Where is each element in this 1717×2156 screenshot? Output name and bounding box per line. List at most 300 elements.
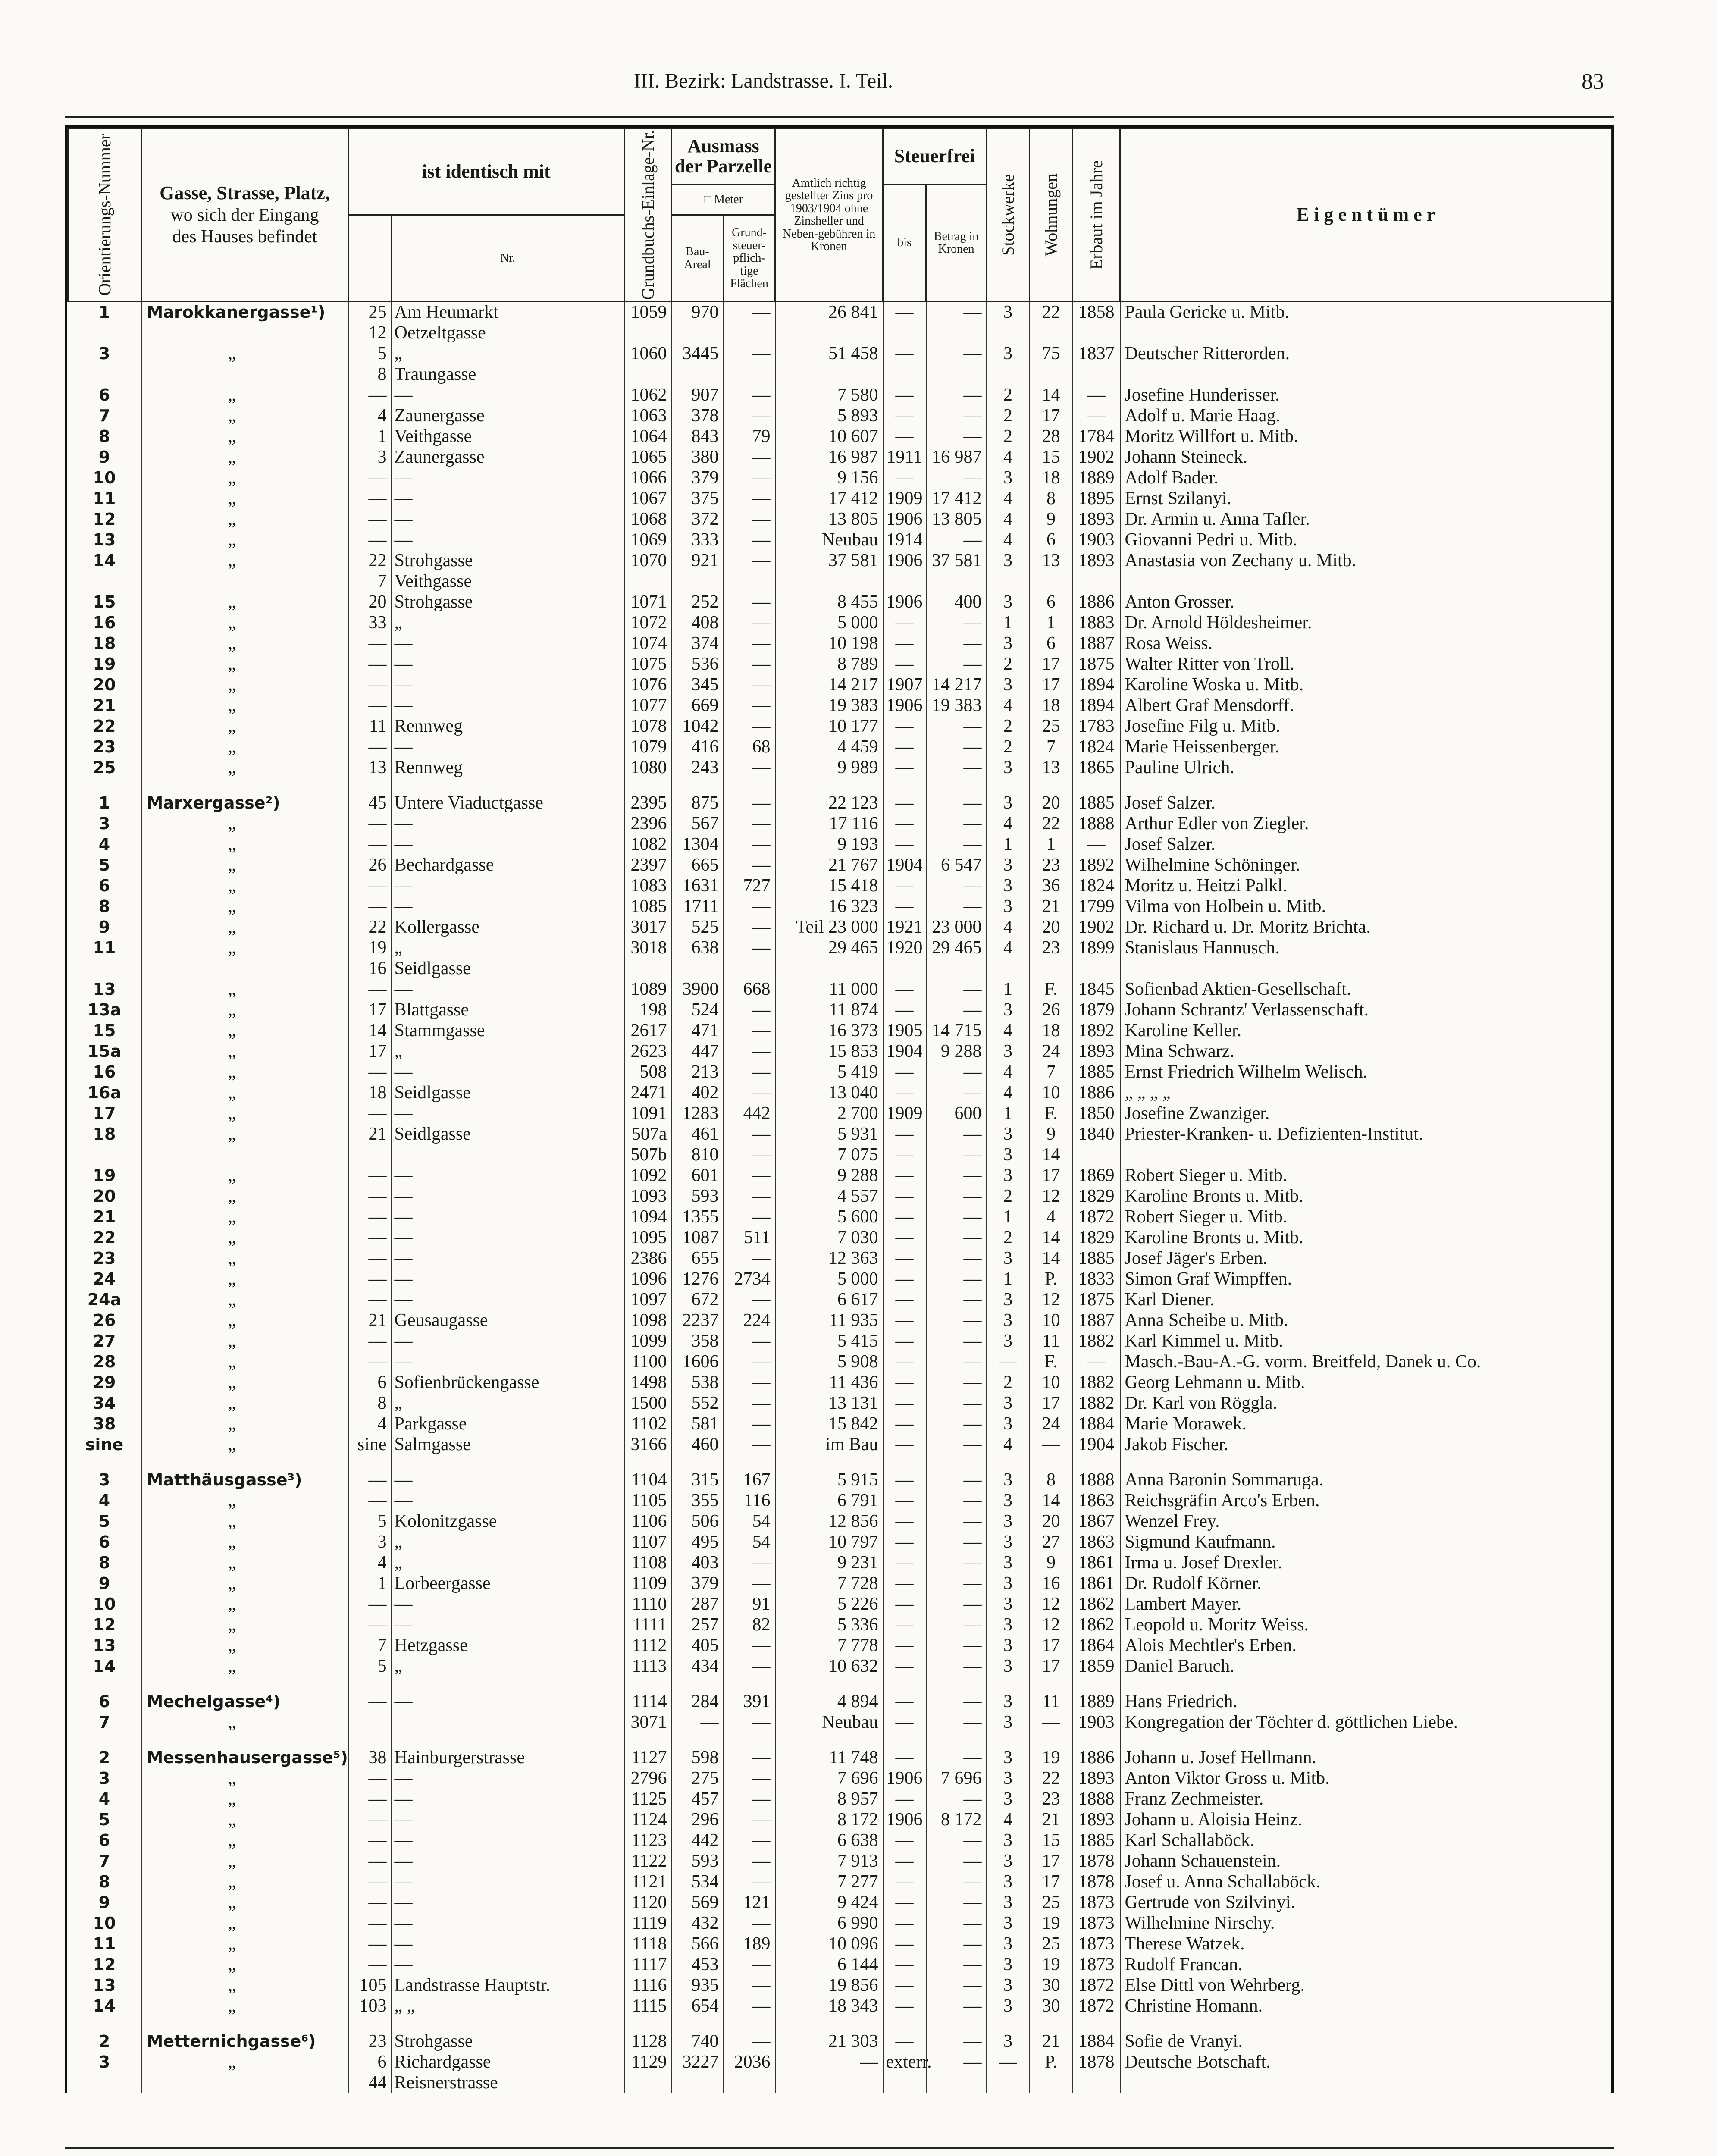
cell-steuerfrei-bis: — <box>883 1934 926 1954</box>
cell-grundsteuer-flaeche: 189 <box>724 1934 775 1954</box>
cell-identisch-nr: — <box>348 695 392 716</box>
cell-steuerfrei-bis: 1904 <box>883 1041 926 1062</box>
cell-steuerfrei-bis: — <box>883 1691 926 1712</box>
cell-grundbuch-nr: 1123 <box>624 1830 672 1851</box>
table-row <box>68 1573 1612 1594</box>
table-row <box>68 592 1612 612</box>
cell-eigentuemer: Deutsche Botschaft. <box>1120 2052 1612 2072</box>
cell-gasse: „ <box>141 1913 348 1934</box>
gap-cell <box>926 1455 987 1470</box>
cell-zins: 16 987 <box>775 447 883 467</box>
cell-erbaut: 1893 <box>1073 550 1120 571</box>
cell-identisch-nr: — <box>348 1186 392 1206</box>
cell-gasse: „ <box>141 917 348 937</box>
cell-bauareal: 566 <box>672 1934 724 1954</box>
cell-steuerfrei-bis: — <box>883 1289 926 1310</box>
cell-grundsteuer-flaeche: — <box>724 1830 775 1851</box>
cell-eigentuemer: Pauline Ulrich. <box>1120 757 1612 778</box>
cell-steuerfrei-betrag: — <box>926 1372 987 1393</box>
cell-erbaut: 1872 <box>1073 1206 1120 1227</box>
gap-cell <box>1030 1677 1073 1691</box>
cell-erbaut: 1895 <box>1073 488 1120 509</box>
cell-grundsteuer-flaeche: — <box>724 1809 775 1830</box>
cell-identisch-nr: 7 <box>348 1635 392 1656</box>
cell-zins <box>775 571 883 592</box>
cell-steuerfrei-betrag: 7 696 <box>926 1768 987 1789</box>
cell-erbaut: 1892 <box>1073 1020 1120 1041</box>
cell-grundsteuer-flaeche: — <box>724 509 775 530</box>
cell-identisch-nr: 17 <box>348 1000 392 1020</box>
cell-grundsteuer-flaeche: — <box>724 937 775 958</box>
cell-wohnungen: F. <box>1030 979 1073 1000</box>
cell-orientierung-nr: 7 <box>98 1852 110 1871</box>
cell-wohnungen <box>1030 2072 1073 2093</box>
header-steuerfrei: Steuerfrei <box>883 128 987 185</box>
gap-cell <box>68 1677 141 1691</box>
cell-bauareal: 935 <box>672 1975 724 1996</box>
cell-wohnungen: 17 <box>1030 1393 1073 1413</box>
cell-identisch-gasse: Blattgasse <box>392 1000 624 1020</box>
cell-bauareal: 1711 <box>672 896 724 917</box>
cell-bauareal: 495 <box>672 1532 724 1552</box>
cell-grundsteuer-flaeche: — <box>724 592 775 612</box>
cell-grundbuch-nr: 1124 <box>624 1809 672 1830</box>
cell-bauareal: 3227 <box>672 2052 724 2072</box>
cell-grundsteuer-flaeche <box>724 323 775 343</box>
cell-identisch-gasse: — <box>392 695 624 716</box>
cell-identisch-nr: 38 <box>348 1747 392 1768</box>
cell-steuerfrei-betrag: — <box>926 1269 987 1289</box>
cell-wohnungen: 23 <box>1030 855 1073 875</box>
gap-cell <box>348 2016 392 2031</box>
cell-bauareal: 243 <box>672 757 724 778</box>
cell-gasse: Marokkanergasse¹) <box>141 301 348 323</box>
cell-bauareal: 333 <box>672 530 724 550</box>
cell-identisch-gasse: — <box>392 1289 624 1310</box>
cell-identisch-nr: 21 <box>348 1124 392 1144</box>
cell-identisch-gasse: Kolonitzgasse <box>392 1511 624 1532</box>
cell-steuerfrei-betrag: 6 547 <box>926 855 987 875</box>
cell-orientierung-nr: sine <box>85 1435 124 1454</box>
gap-cell <box>883 1733 926 1747</box>
cell-orientierung-nr: 34 <box>93 1394 116 1413</box>
cell-steuerfrei-bis: — <box>883 1532 926 1552</box>
cell-orientierung-nr: 13 <box>93 1976 116 1995</box>
cell-grundsteuer-flaeche: 727 <box>724 875 775 896</box>
cell-grundbuch-nr: 1115 <box>624 1996 672 2016</box>
cell-eigentuemer: Anastasia von Zechany u. Mitb. <box>1120 550 1612 571</box>
cell-steuerfrei-betrag: — <box>926 1552 987 1573</box>
table-row <box>68 1470 1612 1490</box>
cell-stockwerke: 3 <box>987 1165 1030 1186</box>
cell-zins: 7 696 <box>775 1768 883 1789</box>
cell-orientierung-nr: 5 <box>98 1810 110 1830</box>
cell-orientierung-nr <box>68 323 141 343</box>
cell-steuerfrei-betrag: — <box>926 612 987 633</box>
cell-identisch-gasse: Seidlgasse <box>392 1124 624 1144</box>
cell-identisch-gasse: — <box>392 488 624 509</box>
table-body <box>68 301 1612 2093</box>
cell-erbaut: 1863 <box>1073 1532 1120 1552</box>
cell-steuerfrei-bis: — <box>883 875 926 896</box>
cell-steuerfrei-betrag <box>926 571 987 592</box>
cell-erbaut <box>1073 2072 1120 2093</box>
cell-identisch-gasse: — <box>392 834 624 855</box>
cell-wohnungen: 6 <box>1030 592 1073 612</box>
cell-gasse: „ <box>141 1934 348 1954</box>
register-table <box>67 128 1612 2093</box>
cell-eigentuemer: Karoline Keller. <box>1120 1020 1612 1041</box>
cell-orientierung-nr <box>68 1144 141 1165</box>
cell-identisch-nr: — <box>348 1269 392 1289</box>
cell-stockwerke: 2 <box>987 405 1030 426</box>
table-row <box>68 793 1612 813</box>
cell-wohnungen: 18 <box>1030 467 1073 488</box>
table-row <box>68 1954 1612 1975</box>
cell-identisch-nr: — <box>348 1351 392 1372</box>
cell-identisch-gasse: „ <box>392 1552 624 1573</box>
cell-stockwerke: 4 <box>987 813 1030 834</box>
cell-identisch-gasse: — <box>392 1103 624 1124</box>
cell-erbaut: 1883 <box>1073 612 1120 633</box>
cell-steuerfrei-bis: 1906 <box>883 1809 926 1830</box>
table-row <box>68 875 1612 896</box>
cell-wohnungen: 16 <box>1030 1573 1073 1594</box>
cell-stockwerke: 3 <box>987 1331 1030 1351</box>
cell-orientierung-nr: 15 <box>93 592 116 612</box>
cell-grundsteuer-flaeche: — <box>724 1552 775 1573</box>
cell-erbaut: 1875 <box>1073 1289 1120 1310</box>
cell-stockwerke: 3 <box>987 1975 1030 1996</box>
cell-zins: 5 893 <box>775 405 883 426</box>
cell-grundbuch-nr: 1100 <box>624 1351 672 1372</box>
cell-stockwerke <box>987 323 1030 343</box>
cell-steuerfrei-bis: — <box>883 736 926 757</box>
cell-stockwerke: 2 <box>987 426 1030 447</box>
gap-cell <box>724 2016 775 2031</box>
cell-eigentuemer: Reichsgräfin Arco's Erben. <box>1120 1490 1612 1511</box>
cell-stockwerke: 3 <box>987 1470 1030 1490</box>
gap-cell <box>672 778 724 793</box>
cell-orientierung-nr: 1 <box>98 793 110 813</box>
cell-bauareal: 296 <box>672 1809 724 1830</box>
table-row <box>68 323 1612 343</box>
cell-eigentuemer: Karl Schallaböck. <box>1120 1830 1612 1851</box>
cell-steuerfrei-betrag: — <box>926 1082 987 1103</box>
cell-orientierung-nr: 12 <box>93 510 116 529</box>
cell-grundbuch-nr: 507b <box>624 1144 672 1165</box>
cell-steuerfrei-betrag: 17 412 <box>926 488 987 509</box>
cell-wohnungen: 19 <box>1030 1913 1073 1934</box>
cell-grundsteuer-flaeche: — <box>724 674 775 695</box>
row-gap <box>68 1733 1612 1747</box>
table-row <box>68 1289 1612 1310</box>
cell-grundsteuer-flaeche: — <box>724 1789 775 1809</box>
cell-steuerfrei-bis: — <box>883 1310 926 1331</box>
cell-grundbuch-nr: 1072 <box>624 612 672 633</box>
cell-erbaut: 1845 <box>1073 979 1120 1000</box>
cell-orientierung-nr: 9 <box>98 918 110 937</box>
cell-eigentuemer: Alois Mechtler's Erben. <box>1120 1635 1612 1656</box>
cell-gasse: „ <box>141 896 348 917</box>
cell-bauareal: 525 <box>672 917 724 937</box>
cell-orientierung-nr: 3 <box>98 1769 110 1788</box>
cell-grundbuch-nr: 1120 <box>624 1892 672 1913</box>
cell-orientierung-nr: 5 <box>98 856 110 875</box>
cell-eigentuemer: Giovanni Pedri u. Mitb. <box>1120 530 1612 550</box>
cell-zins: 21 767 <box>775 855 883 875</box>
cell-eigentuemer: Karl Kimmel u. Mitb. <box>1120 1331 1612 1351</box>
cell-stockwerke: 3 <box>987 550 1030 571</box>
cell-gasse: „ <box>141 1000 348 1020</box>
cell-orientierung-nr: 10 <box>93 1595 116 1614</box>
cell-grundbuch-nr: 2617 <box>624 1020 672 1041</box>
cell-grundbuch-nr: 1091 <box>624 1103 672 1124</box>
cell-orientierung-nr: 8 <box>98 427 110 446</box>
cell-identisch-nr: 4 <box>348 1413 392 1434</box>
cell-erbaut: 1824 <box>1073 736 1120 757</box>
cell-bauareal: 442 <box>672 1830 724 1851</box>
cell-bauareal: 403 <box>672 1552 724 1573</box>
cell-grundbuch-nr: 1106 <box>624 1511 672 1532</box>
cell-stockwerke: 2 <box>987 1372 1030 1393</box>
cell-grundbuch-nr: 1500 <box>624 1393 672 1413</box>
cell-eigentuemer: Josef Jäger's Erben. <box>1120 1248 1612 1269</box>
cell-zins: 4 557 <box>775 1186 883 1206</box>
cell-steuerfrei-bis: — <box>883 979 926 1000</box>
cell-wohnungen: 30 <box>1030 1975 1073 1996</box>
cell-identisch-nr: — <box>348 1913 392 1934</box>
gap-cell <box>348 778 392 793</box>
cell-orientierung-nr: 7 <box>98 406 110 426</box>
running-title: III. Bezirk: Landstrasse. I. Teil. <box>634 69 893 92</box>
cell-grundsteuer-flaeche: 511 <box>724 1227 775 1248</box>
gap-cell <box>141 1455 348 1470</box>
cell-eigentuemer: Johann u. Aloisia Heinz. <box>1120 1809 1612 1830</box>
cell-wohnungen: P. <box>1030 1269 1073 1289</box>
cell-eigentuemer: Rosa Weiss. <box>1120 633 1612 654</box>
cell-identisch-nr: 6 <box>348 2052 392 2072</box>
table-row <box>68 1248 1612 1269</box>
cell-eigentuemer <box>1120 1144 1612 1165</box>
cell-steuerfrei-betrag: 16 987 <box>926 447 987 467</box>
cell-erbaut: 1886 <box>1073 1082 1120 1103</box>
cell-grundsteuer-flaeche: — <box>724 1573 775 1594</box>
cell-zins: im Bau <box>775 1434 883 1455</box>
table-row <box>68 1851 1612 1871</box>
cell-eigentuemer <box>1120 571 1612 592</box>
cell-wohnungen: F. <box>1030 1103 1073 1124</box>
cell-wohnungen: 12 <box>1030 1186 1073 1206</box>
gap-cell <box>775 1733 883 1747</box>
cell-bauareal: 875 <box>672 793 724 813</box>
cell-gasse: „ <box>141 1020 348 1041</box>
cell-bauareal: 345 <box>672 674 724 695</box>
gap-cell <box>68 2016 141 2031</box>
cell-grundbuch-nr: 1102 <box>624 1413 672 1434</box>
cell-steuerfrei-betrag: — <box>926 716 987 736</box>
cell-eigentuemer: Leopold u. Moritz Weiss. <box>1120 1614 1612 1635</box>
cell-grundbuch-nr: 1129 <box>624 2052 672 2072</box>
cell-erbaut <box>1073 323 1120 343</box>
cell-identisch-nr: 44 <box>348 2072 392 2093</box>
cell-eigentuemer: Daniel Baruch. <box>1120 1656 1612 1677</box>
cell-identisch-gasse: „ <box>392 937 624 958</box>
cell-gasse: „ <box>141 1248 348 1269</box>
cell-bauareal: 1304 <box>672 834 724 855</box>
cell-identisch-nr: — <box>348 1289 392 1310</box>
header-nr: Nr. <box>392 215 624 301</box>
cell-bauareal: 2237 <box>672 1310 724 1331</box>
cell-identisch-nr: — <box>348 1830 392 1851</box>
cell-orientierung-nr: 12 <box>93 1615 116 1635</box>
cell-identisch-nr: 8 <box>348 1393 392 1413</box>
cell-steuerfrei-bis: — <box>883 1851 926 1871</box>
cell-steuerfrei-betrag: — <box>926 834 987 855</box>
cell-wohnungen: 24 <box>1030 1041 1073 1062</box>
cell-erbaut: 1902 <box>1073 917 1120 937</box>
cell-grundsteuer-flaeche: — <box>724 1434 775 1455</box>
cell-identisch-gasse: Seidlgasse <box>392 958 624 979</box>
gap-cell <box>1073 2016 1120 2031</box>
cell-gasse: „ <box>141 1062 348 1082</box>
cell-wohnungen: 13 <box>1030 757 1073 778</box>
cell-erbaut: 1799 <box>1073 896 1120 917</box>
table-row <box>68 1996 1612 2016</box>
cell-wohnungen: 21 <box>1030 2031 1073 2052</box>
cell-wohnungen: 4 <box>1030 1206 1073 1227</box>
cell-steuerfrei-bis: 1909 <box>883 1103 926 1124</box>
cell-eigentuemer: Masch.-Bau-A.-G. vorm. Breitfeld, Danek u. Co. <box>1120 1351 1612 1372</box>
cell-eigentuemer: Wenzel Frey. <box>1120 1511 1612 1532</box>
cell-identisch-gasse: Hainburgerstrasse <box>392 1747 624 1768</box>
cell-erbaut <box>1073 958 1120 979</box>
cell-orientierung-nr: 27 <box>93 1332 116 1351</box>
gap-cell <box>392 778 624 793</box>
cell-eigentuemer: Johann Steineck. <box>1120 447 1612 467</box>
cell-steuerfrei-betrag: — <box>926 1996 987 2016</box>
cell-steuerfrei-betrag: — <box>926 2052 987 2072</box>
gap-cell <box>672 1733 724 1747</box>
cell-steuerfrei-betrag <box>926 958 987 979</box>
cell-grundsteuer-flaeche: 68 <box>724 736 775 757</box>
cell-eigentuemer: Kongregation der Töchter d. göttlichen Liebe. <box>1120 1712 1612 1733</box>
cell-stockwerke: 3 <box>987 1594 1030 1614</box>
table-row <box>68 917 1612 937</box>
cell-zins: 13 040 <box>775 1082 883 1103</box>
cell-orientierung-nr: 15a <box>87 1042 122 1061</box>
cell-zins: 7 075 <box>775 1144 883 1165</box>
cell-steuerfrei-betrag <box>926 2072 987 2093</box>
gap-cell <box>1030 1733 1073 1747</box>
gap-cell <box>624 2016 672 2031</box>
cell-gasse: „ <box>141 550 348 571</box>
cell-stockwerke: 3 <box>987 1954 1030 1975</box>
cell-steuerfrei-betrag: 9 288 <box>926 1041 987 1062</box>
cell-orientierung-nr: 4 <box>98 835 110 854</box>
cell-orientierung-nr: 20 <box>93 675 116 695</box>
gap-cell <box>1030 1455 1073 1470</box>
table-row <box>68 1351 1612 1372</box>
cell-zins: 18 343 <box>775 1996 883 2016</box>
cell-grundbuch-nr <box>624 364 672 385</box>
cell-identisch-nr: — <box>348 813 392 834</box>
cell-stockwerke: 4 <box>987 1062 1030 1082</box>
cell-orientierung-nr <box>68 2072 141 2093</box>
cell-grundsteuer-flaeche: — <box>724 1248 775 1269</box>
cell-gasse: „ <box>141 1511 348 1532</box>
cell-steuerfrei-betrag: — <box>926 1614 987 1635</box>
cell-gasse: „ <box>141 1331 348 1351</box>
table-row <box>68 1041 1612 1062</box>
cell-wohnungen: 36 <box>1030 875 1073 896</box>
table-row <box>68 1712 1612 1733</box>
cell-zins: 17 412 <box>775 488 883 509</box>
cell-steuerfrei-betrag: — <box>926 1434 987 1455</box>
cell-bauareal: 907 <box>672 385 724 405</box>
gap-cell <box>1120 2016 1612 2031</box>
cell-zins: 12 856 <box>775 1511 883 1532</box>
cell-grundsteuer-flaeche: — <box>724 1000 775 1020</box>
cell-identisch-gasse: — <box>392 1789 624 1809</box>
cell-wohnungen: 25 <box>1030 1892 1073 1913</box>
cell-stockwerke: 3 <box>987 1413 1030 1434</box>
cell-orientierung-nr: 13 <box>93 980 116 999</box>
cell-wohnungen: 10 <box>1030 1082 1073 1103</box>
cell-wohnungen: 1 <box>1030 612 1073 633</box>
cell-identisch-gasse: — <box>392 736 624 757</box>
cell-orientierung-nr: 3 <box>98 2053 110 2072</box>
cell-identisch-nr: 5 <box>348 1511 392 1532</box>
cell-identisch-nr: 3 <box>348 447 392 467</box>
cell-grundsteuer-flaeche: — <box>724 550 775 571</box>
gap-cell <box>883 1677 926 1691</box>
cell-stockwerke: 1 <box>987 612 1030 633</box>
cell-wohnungen: 11 <box>1030 1691 1073 1712</box>
cell-orientierung-nr: 10 <box>93 1914 116 1933</box>
cell-identisch-nr: 19 <box>348 937 392 958</box>
cell-identisch-nr: 45 <box>348 793 392 813</box>
cell-stockwerke: 4 <box>987 488 1030 509</box>
gap-cell <box>987 1733 1030 1747</box>
cell-steuerfrei-bis: — <box>883 1351 926 1372</box>
cell-wohnungen: 17 <box>1030 1656 1073 1677</box>
cell-zins: 4 459 <box>775 736 883 757</box>
table-row <box>68 1892 1612 1913</box>
cell-gasse: „ <box>141 1768 348 1789</box>
header-grundbuch: Grundbuchs-Einlage-Nr. <box>624 128 672 301</box>
table-row <box>68 1144 1612 1165</box>
cell-steuerfrei-bis: — <box>883 1186 926 1206</box>
cell-eigentuemer: Walter Ritter von Troll. <box>1120 654 1612 674</box>
cell-bauareal: 416 <box>672 736 724 757</box>
cell-zins: 11 436 <box>775 1372 883 1393</box>
cell-gasse: „ <box>141 1594 348 1614</box>
cell-bauareal: 447 <box>672 1041 724 1062</box>
cell-orientierung-nr: 26 <box>93 1311 116 1330</box>
cell-stockwerke: 3 <box>987 1289 1030 1310</box>
cell-bauareal: 287 <box>672 1594 724 1614</box>
cell-identisch-nr: — <box>348 509 392 530</box>
cell-erbaut: 1875 <box>1073 654 1120 674</box>
cell-zins: 13 131 <box>775 1393 883 1413</box>
table-row <box>68 1206 1612 1227</box>
cell-grundsteuer-flaeche: — <box>724 1975 775 1996</box>
table-row <box>68 364 1612 385</box>
cell-steuerfrei-betrag: — <box>926 1331 987 1351</box>
cell-grundbuch-nr: 1076 <box>624 674 672 695</box>
cell-gasse: „ <box>141 1975 348 1996</box>
